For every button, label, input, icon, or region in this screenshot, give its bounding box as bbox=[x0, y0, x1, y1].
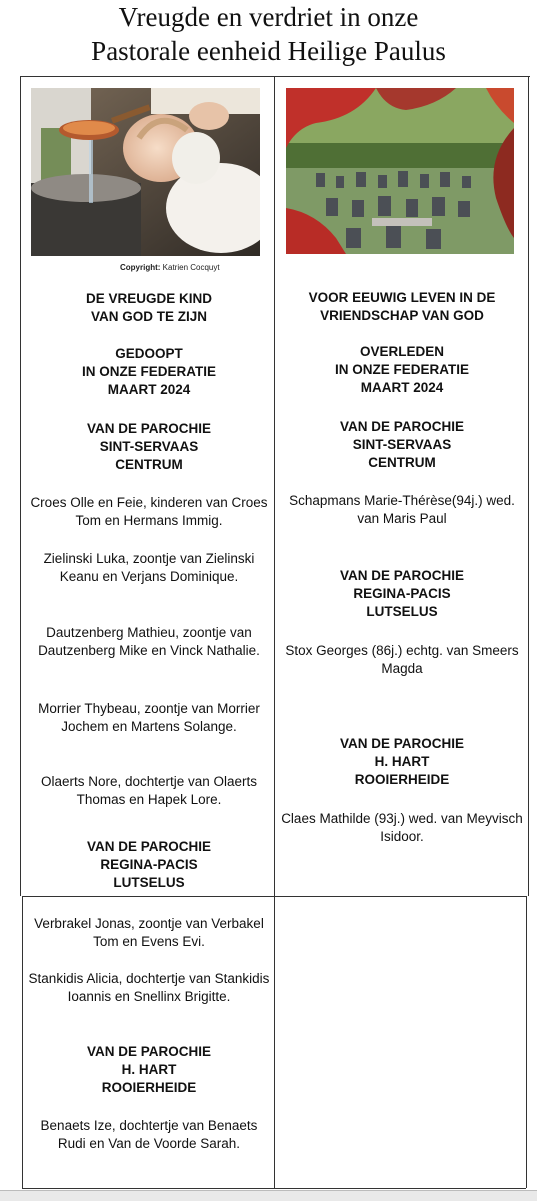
left-parish2-heading: VAN DE PAROCHIE REGINA-PACIS LUTSELUS bbox=[86, 839, 211, 890]
baptism-photo-drawing bbox=[31, 88, 260, 256]
column-divider bbox=[274, 76, 275, 1188]
right-column-outer-border bbox=[528, 76, 529, 896]
list-item: Schapmans Marie-Thérèse(94j.) wed. van Maris Paul bbox=[289, 493, 515, 526]
list-item: Verbrakel Jonas, zoontje van Verbakel Tom en Evens Evi. bbox=[34, 916, 264, 949]
lower-box-top-rule bbox=[22, 896, 526, 897]
page-title bbox=[0, 0, 537, 68]
list-item: Dautzenberg Mathieu, zoontje van Dautzenberg Mike en Vinck Nathalie. bbox=[38, 625, 260, 658]
window-bottom-strip bbox=[0, 1190, 537, 1201]
list-item: Zielinski Luka, zoontje van Zielinski Keanu en Verjans Dominique. bbox=[43, 551, 255, 584]
left-column-outer-border bbox=[20, 76, 21, 896]
left-parish1-heading: VAN DE PAROCHIE SINT-SERVAAS CENTRUM bbox=[86, 421, 211, 472]
cemetery-photo-drawing bbox=[286, 88, 514, 254]
left-parish3-heading: VAN DE PAROCHIE H. HART ROOIERHEIDE bbox=[86, 1044, 211, 1095]
list-item: Stox Georges (86j.) echtg. van Smeers Magda bbox=[285, 643, 519, 676]
copyright-name: Katrien Cocquyt bbox=[162, 263, 220, 272]
list-item: Morrier Thybeau, zoontje van Morrier Jochem en Martens Solange. bbox=[38, 701, 260, 734]
list-item: Olaerts Nore, dochtertje van Olaerts Thomas en Hapek Lore. bbox=[40, 774, 258, 807]
photo-copyright bbox=[120, 263, 220, 272]
cemetery-photo bbox=[286, 88, 514, 254]
list-item: Stankidis Alicia, dochtertje van Stankidis Ioannis en Snellinx Brigitte. bbox=[28, 971, 270, 1004]
list-item: Croes Olle en Feie, kinderen van Croes Tom en Hermans Immig. bbox=[30, 495, 268, 528]
list-item: Claes Mathilde (93j.) wed. van Meyvisch Isidoor. bbox=[281, 811, 523, 844]
right-section-heading: OVERLEDEN IN ONZE FEDERATIE MAART 2024 bbox=[334, 344, 469, 395]
right-intro-heading: VOOR EEUWIG LEVEN IN DE VRIENDSCHAP VAN GOD bbox=[308, 290, 496, 323]
baptism-photo bbox=[31, 88, 260, 256]
lower-left-border bbox=[22, 896, 23, 1188]
top-rule bbox=[20, 76, 530, 77]
right-parish2-heading: VAN DE PAROCHIE REGINA-PACIS LUTSELUS bbox=[339, 568, 464, 619]
right-parish1-heading: VAN DE PAROCHIE SINT-SERVAAS CENTRUM bbox=[339, 419, 464, 470]
page-title-line-1: Vreugde en verdriet in onze bbox=[118, 2, 419, 32]
right-parish3-heading: VAN DE PAROCHIE H. HART ROOIERHEIDE bbox=[339, 736, 464, 787]
list-item: Benaets Ize, dochtertje van Benaets Rudi en Van de Voorde Sarah. bbox=[40, 1118, 258, 1151]
left-intro-heading: DE VREUGDE KIND VAN GOD TE ZIJN bbox=[85, 291, 212, 324]
page-title-line-2: Pastorale eenheid Heilige Paulus bbox=[91, 36, 446, 66]
lower-right-border bbox=[526, 896, 527, 1188]
copyright-label: Copyright: bbox=[120, 263, 161, 272]
bottom-rule bbox=[22, 1188, 526, 1189]
left-section-heading: GEDOOPT IN ONZE FEDERATIE MAART 2024 bbox=[81, 346, 216, 397]
